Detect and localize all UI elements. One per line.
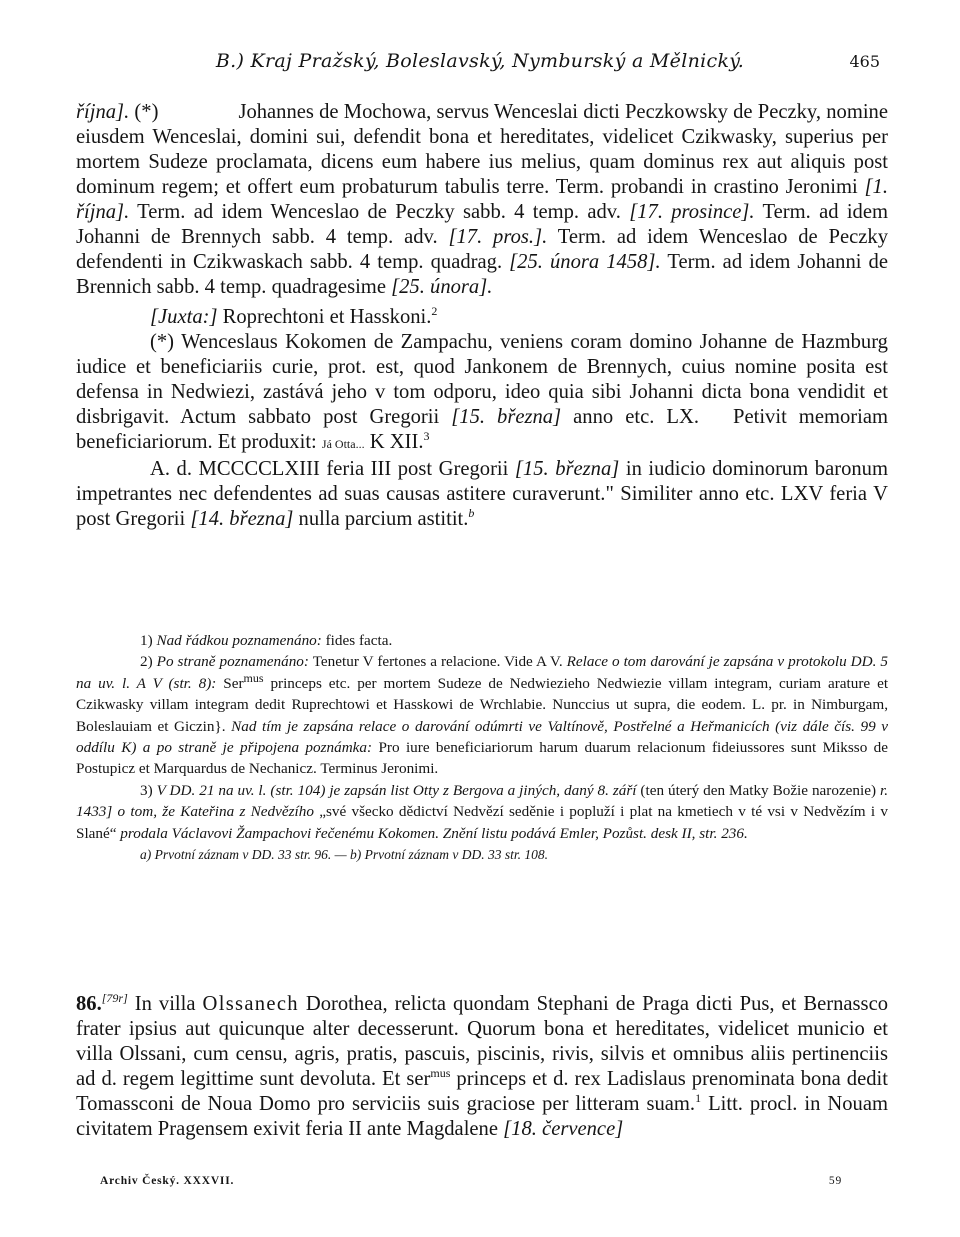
date-gloss: [18. července] — [503, 1118, 624, 1140]
date-gloss: [25. února]. — [391, 276, 493, 298]
footnote-b: b) Prvotní záznam v DD. 33 str. 108. — [350, 847, 549, 863]
date-gloss: [15. března] — [451, 406, 562, 428]
paragraph-olssanech — [76, 992, 888, 1142]
text-segment: Term. ad idem Johanni de Brennich sabb. 4 temp. quadragesime — [76, 251, 888, 298]
footnote-text: Tenetur V fertones a relacione. Vide A V. — [312, 653, 563, 671]
paragraph-mcccclxiii — [76, 457, 888, 532]
text-segment: anno etc. LX. — [573, 406, 699, 428]
text-segment: Litt. procl. in Nouam civitatem Pragensem exivit feria II ante Magdalene — [76, 1093, 888, 1140]
date-gloss: [14. března] — [190, 508, 294, 530]
paragraph-juxta — [76, 305, 888, 330]
entry-number: 86. — [76, 993, 102, 1015]
text-segment: In villa — [134, 993, 196, 1015]
entry-86 — [76, 992, 888, 1142]
small-text: Já Otta... — [321, 437, 365, 451]
footnote-italic: Nad řádkou poznamenáno: — [156, 632, 322, 649]
text-segment: Term. ad idem Wenceslao de Peczky defendenti in Czikwaskach sabb. 4 temp. quadrag. — [76, 226, 888, 273]
footnote-mark: 2) — [140, 653, 153, 671]
footnote-text: princeps etc. per mortem Sudeze de Nedwiezieho Nedwiezie villam integram, curiam arature et Czikwasky villam integram dedit Ruprechtowi et Hasskowi de Wrchlabie. Nunccius ut supra, die eodem. L. pr. in Nimburgam, Boleslauiam et Giczin}. — [76, 674, 889, 735]
date-gloss: [17. pros.]. — [448, 226, 548, 248]
text-segment: Term. ad idem Wenceslao de Peczky sabb. 4 temp. adv. — [137, 201, 621, 223]
text-segment: Dorothea, relicta quondam Stephani de Praga dicti Pus, et Bernassco frater ipsius aut quicunque alter decesserunt. Quorum bona et hereditates, videlicet municio et villa Olssani, cum censu, agris, pratis, pascuis, piscinis, rivis, silvis et omnibus aliis pertinenciis ad d. regem legittime sunt devoluta. Et ser — [76, 993, 889, 1090]
footnote-italic: Po straně poznamenáno: — [156, 653, 309, 671]
footnote-italic: prodala Václavovi Žampachovi řečenému Kokomen. Znění listu podává Emler, Pozůst. desk II, str. 236. — [120, 824, 748, 842]
footnote-text: fides facta. — [325, 632, 393, 649]
running-head-title: B.) Kraj Pražský, Boleslavský, Nymburský a Mělnický. — [215, 50, 745, 72]
footnote-a: a) Prvotní záznam v DD. 33 str. 96. — — [140, 847, 347, 863]
footnotes — [76, 630, 888, 865]
superscript: mus — [430, 1066, 451, 1081]
text-segment: Johannes de Mochowa, servus Wenceslai dicti Peczkowsky de Peczky, nomine eiusdem Wenceslai, domini sui, defendit bona et hereditates, videlicet Czikwasky, superius per mortem Sudeze proclamata, dicens eum habere ius melius, quam dominus rex aut aliquis post dominum regem; et offert eum probaturum tabulis terre. Term. probandi in crastino Jeronimi — [76, 101, 888, 198]
running-head — [76, 50, 884, 76]
footnote-ref: 3 — [423, 429, 430, 444]
text-segment: in iudicio dominorum baronum impetrantes nec defendentes ad suas causas astitere curaverunt." Similiter anno etc. LXV feria V post Gregorii — [76, 458, 888, 530]
text-segment: Petivit memoriam beneficiariorum. Et produxit: — [76, 406, 889, 453]
date-gloss: [17. prosince]. — [629, 201, 755, 223]
text-segment: K XII. — [369, 431, 424, 453]
footnote-text: (ten úterý den Matky Božie narozenie) — [640, 781, 877, 799]
footnote-text: „své všecko dědictví Nedvězí seděnie i popluží i plat na kmetiech v té vsi v Nedvězím i v Slané“ — [76, 803, 888, 842]
footnote-text: Ser — [223, 674, 244, 692]
folio-mark: [79r] — [101, 991, 128, 1006]
footnote-italic: r. 1433] o tom, že Kateřina z Nedvězího — [76, 781, 889, 821]
page-number: 465 — [849, 52, 880, 71]
footnote-ref: 1 — [695, 1091, 702, 1106]
date-gloss: října]. — [76, 101, 130, 123]
paragraph-mochowa — [76, 100, 888, 300]
footnote-italic: V DD. 21 na uv. l. (str. 104) je zapsán list Otty z Bergova a jiných, daný 8. září — [156, 781, 637, 799]
date-gloss: [15. března] — [514, 458, 620, 480]
footnote-1 — [76, 630, 888, 651]
place-name: Olssanech — [202, 993, 299, 1015]
footer-signature: Archiv Český. XXXVII. — [100, 1175, 235, 1187]
footnote-ref: b — [468, 506, 475, 521]
text-segment: Wenceslaus Kokomen de Zampachu, veniens coram domino Johanne de Hazmburg iudice et beneficiariis curie, prot. est, quod Jankonem de Brennych, cuius nomine posita est defensa in Nedwiezi, zastává jeho v tom odporu, ideo quia sibi Johanni dicta bona vendidit et disbrigavit. Actum sabbato post Gregorii — [76, 331, 888, 428]
footer-sheet-number: 59 — [828, 1175, 842, 1187]
page-footer — [100, 1175, 842, 1193]
paragraph-kokomen — [76, 330, 888, 457]
footnote-mark: 1) — [140, 632, 153, 649]
date-gloss: [25. února 1458]. — [509, 251, 661, 273]
main-text — [76, 100, 888, 532]
footnote-ab — [76, 844, 888, 865]
entry-marker: (*) — [150, 331, 175, 353]
date-gloss: [1. října]. — [76, 176, 888, 223]
entry-marker: (*) — [134, 101, 159, 123]
footnote-3 — [76, 780, 888, 844]
text-segment: nulla parcium astitit. — [298, 508, 469, 530]
text-segment: Term. ad idem Johanni de Brennych sabb. 4 temp. adv. — [76, 201, 889, 248]
footnote-text: Pro iure beneficiariorum harum duarum relacionum fideiussores sunt Miksso de Postupicz et Marquardus de Nechanicz. Terminus Jeronimi. — [76, 739, 889, 778]
footnote-mark: 3) — [140, 781, 153, 799]
superscript: mus — [243, 670, 264, 685]
footnote-italic: Nad tím je zapsána relace o darování odúmrti ve Valtínově, Postřelné a Heřmanicích (viz dále čís. 99 v oddílu K) a po straně je připojena poznámka: — [76, 717, 889, 757]
footnote-ref: 2 — [431, 304, 438, 319]
footnote-2 — [76, 651, 888, 779]
text-segment: Roprechtoni et Hasskoni. — [222, 306, 432, 328]
footnote-italic: Relace o tom darování je zapsána v protokolu DD. 5 na uv. l. A V (str. 8): — [76, 653, 889, 692]
juxta-gloss: [Juxta:] — [150, 306, 218, 328]
text-segment: princeps et d. rex Ladislaus prenominata bona dedit Tomassconi de Noua Domo pro serviciis suis graciose per litteram suam. — [76, 1068, 888, 1115]
text-segment: A. d. MCCCCLXIII feria III post Gregorii — [150, 458, 509, 480]
